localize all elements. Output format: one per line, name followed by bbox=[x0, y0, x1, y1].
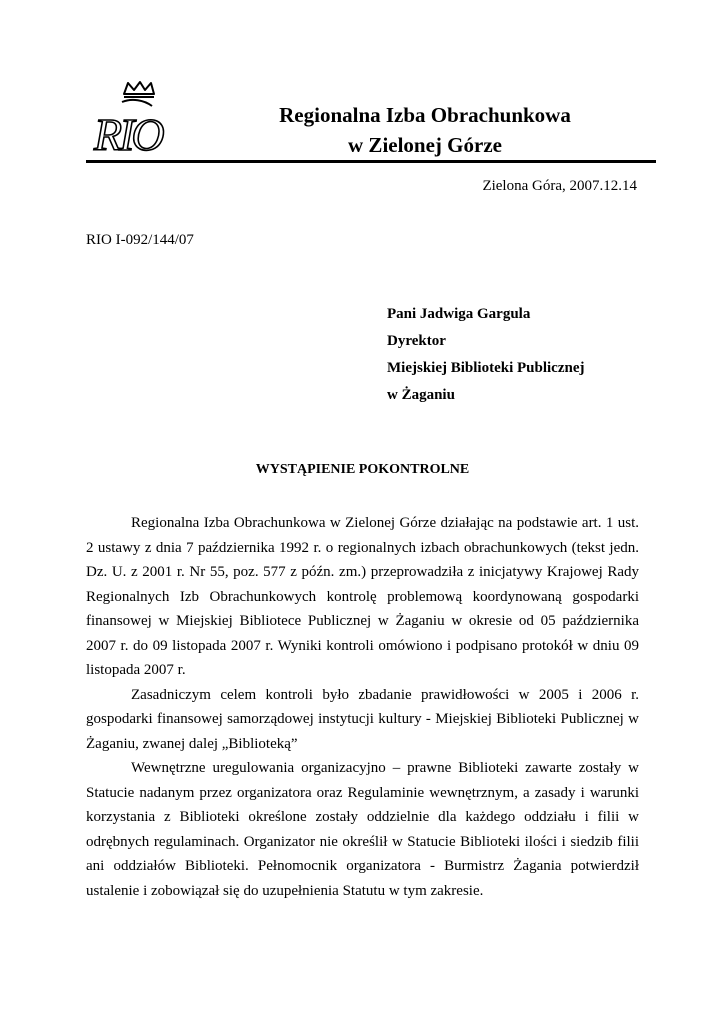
addressee-city: w Żaganiu bbox=[387, 387, 455, 403]
addressee-institution: Miejskiej Biblioteki Publicznej bbox=[387, 360, 585, 376]
document-body bbox=[86, 511, 639, 903]
header-divider bbox=[86, 160, 656, 163]
rio-crown-emblem-icon bbox=[92, 80, 178, 162]
header-title-line1: Regionalna Izba Obrachunkowa bbox=[279, 103, 571, 127]
rio-logo bbox=[92, 80, 178, 162]
body-paragraph: Wewnętrzne uregulowania organizacyjno – prawne Biblioteki zawarte zostały w Statucie nadanym przez organizatora oraz Regulaminie wewnętrznym, a zasady i warunki korzystania z Biblioteki określone zostały oddzielnie dla każdego oddziału i filii w odrębnych regulaminach. Organizator nie określił w Statucie Biblioteki ilości i siedzib filii ani oddziałów Biblioteki. Pełnomocnik organizatora - Burmistrz Żagania potwierdził ustalenie i zobowiązał się do uzupełnienia Statutu w tym zakresie. bbox=[86, 760, 639, 899]
logo-text: RIO bbox=[94, 109, 162, 160]
document-title: WYSTĄPIENIE POKONTROLNE bbox=[255, 462, 470, 477]
addressee-position: Dyrektor bbox=[387, 333, 446, 349]
addressee-name: Pani Jadwiga Gargula bbox=[387, 306, 531, 322]
header-title-line2: w Zielonej Górze bbox=[348, 133, 502, 157]
body-paragraph: Zasadniczym celem kontroli było zbadanie prawidłowości w 2005 i 2006 r. gospodarki finansowej samorządowej instytucji kultury - Miejskiej Biblioteki Publicznej w Żaganiu, zwanej dalej „Biblioteką” bbox=[86, 686, 639, 752]
reference-number: RIO I-092/144/07 bbox=[86, 232, 194, 248]
document-date: Zielona Góra, 2007.12.14 bbox=[482, 178, 637, 194]
body-paragraph: Regionalna Izba Obrachunkowa w Zielonej Górze działając na podstawie art. 1 ust. 2 ustawy z dnia 7 października 1992 r. o regionalnych izbach obrachunkowych (tekst jedn. Dz. U. z 2001 r. Nr 55, poz. 577 z późn. zm.) przeprowadziła z inicjatywy Krajowej Rady Regionalnych Izb Obrachunkowych kontrolę problemową koordynowaną gospodarki finansowej w Miejskiej Bibliotece Publicznej w Żaganiu w okresie od 05 października 2007 r. do 09 listopada 2007 r. Wyniki kontroli omówiono i podpisano protokół w dniu 09 listopada 2007 r. bbox=[86, 515, 639, 678]
